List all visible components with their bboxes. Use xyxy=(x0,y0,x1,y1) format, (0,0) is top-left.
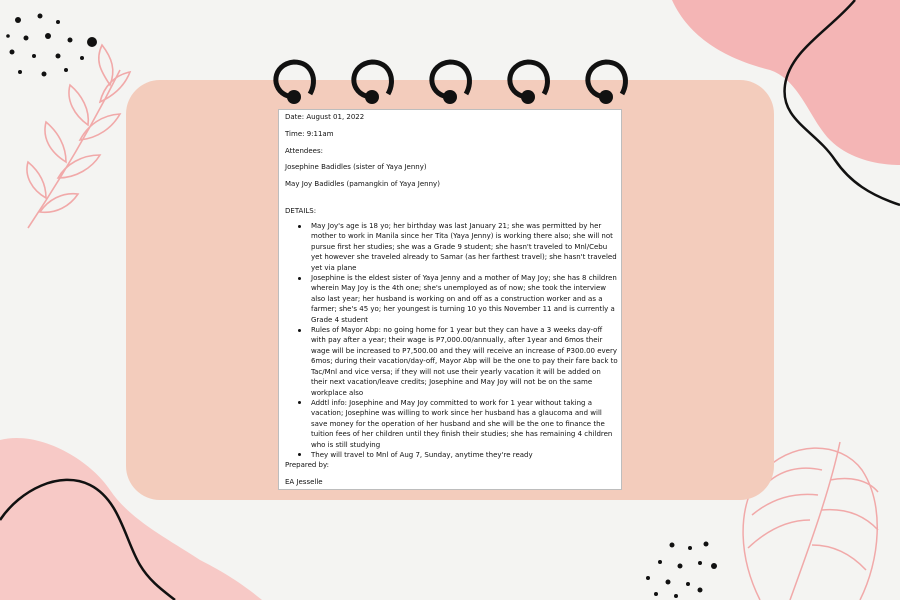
attendees-label: Attendees: xyxy=(285,146,323,155)
meeting-notes-page xyxy=(278,109,622,490)
prepared-by-label: Prepared by: xyxy=(285,461,329,469)
details-item: Addtl info: Josephine and May Joy committed to work for 1 year without taking a vacation; Josephine was willing to work since her husband has a glaucoma and will save money for the operation of her husband and she will be the one to finance the tuition fees of her children until they finish their studies; she has remaining 4 children who is still studying xyxy=(311,398,621,450)
attendee-item: Josephine Badidles (sister of Yaya Jenny) xyxy=(285,163,427,172)
dot-cluster-icon xyxy=(646,542,717,599)
details-item: Josephine is the eldest sister of Yaya Jenny and a mother of May Joy; she has 8 children wherein May Joy is the 4th one; she's unemployed as of now; she took the interview also last year; her husband is working on and off as a construction worker and as a farmer; she's 45 yo; her youngest is turning 10 yo this November 11 and is currently a Grade 4 student xyxy=(311,273,621,325)
preparer-name: EA Jesselle xyxy=(285,478,323,486)
details-item: They will travel to Mnl of Aug 7, Sunday, anytime they're ready xyxy=(311,450,621,460)
attendee-item: May Joy Badidles (pamangkin of Yaya Jenny) xyxy=(285,180,440,189)
details-label: DETAILS: xyxy=(285,206,317,215)
date-line: Date: August 01, 2022 xyxy=(285,113,365,121)
time-line: Time: 9:11am xyxy=(285,129,334,138)
dot-cluster-icon xyxy=(6,14,97,77)
details-item: Rules of Mayor Abp: no going home for 1 year but they can have a 3 weeks day-off with pay after a year; their wage is P7,000.00/annually, after 1year and 6mos their wage will be increased to P7,500.00 and they will receive an increase of P300.00 every 6mos; during their vacation/day-off, Mayor Abp will be the one to pay their fare back to Tac/Mnl and vice versa; if they will not use their yearly vacation it will be added on their next vacation/leave credits; Josephine and May Joy will not be on the same workplace also xyxy=(311,325,621,398)
details-item: May Joy's age is 18 yo; her birthday was last January 21; she was permitted by her mother to work in Manila since her Tita (Yaya Jenny) is working there also; she will not pursue first her studies; she was a Grade 9 student; she hasn't traveled to Mnl/Cebu yet however she traveled already to Samar (as her farthest travel); she hasn't traveled yet via plane xyxy=(311,221,621,273)
details-list xyxy=(285,221,621,460)
